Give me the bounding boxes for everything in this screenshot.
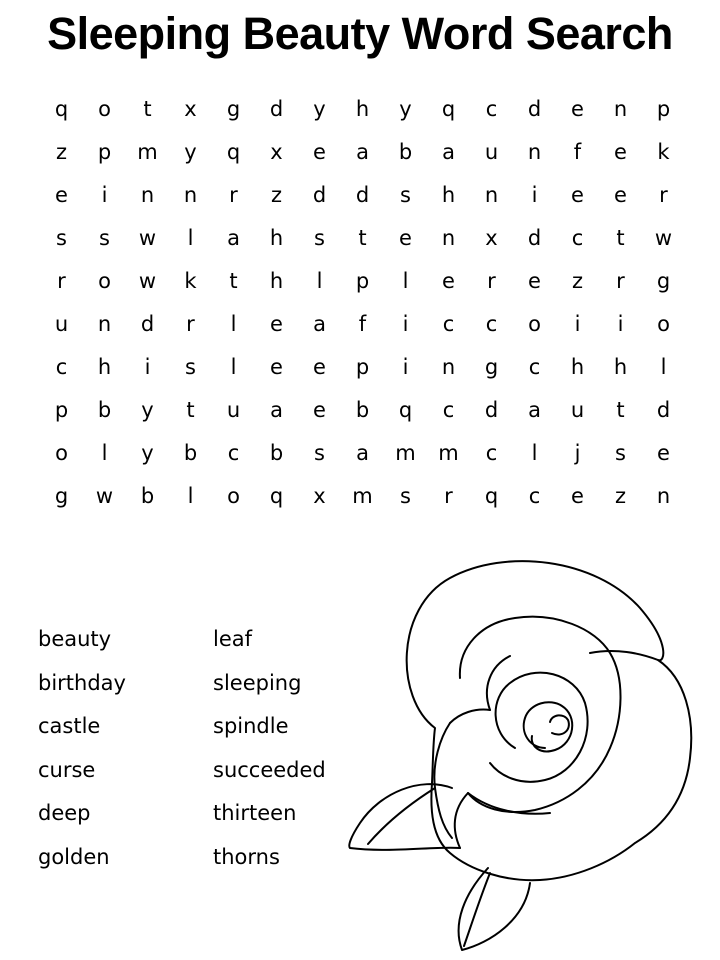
grid-letter: l <box>101 441 108 465</box>
grid-letter: z <box>55 140 68 164</box>
word-list-item: sleeping <box>213 670 302 695</box>
word-list-item: spindle <box>213 714 289 738</box>
grid-letter: r <box>444 484 453 508</box>
grid-letter: h <box>570 355 585 379</box>
grid-letter: i <box>574 312 581 336</box>
grid-letter: n <box>441 355 456 379</box>
grid-letter: p <box>54 398 69 422</box>
grid-letter: h <box>269 226 284 250</box>
grid-letter: h <box>613 355 628 379</box>
grid-letter: j <box>574 441 581 465</box>
grid-letter: i <box>617 312 624 336</box>
grid-letter: e <box>270 355 283 379</box>
grid-letter: m <box>438 441 459 465</box>
grid-letter: u <box>484 140 499 164</box>
grid-letter: m <box>395 441 416 465</box>
grid-letter: a <box>227 226 240 250</box>
grid-letter: c <box>528 355 541 379</box>
grid-letter: z <box>270 183 283 207</box>
word-list-item: curse <box>38 757 96 782</box>
grid-letter: r <box>616 269 625 293</box>
grid-letter: l <box>187 226 194 250</box>
grid-letter: o <box>227 484 240 508</box>
grid-letter: e <box>313 398 326 422</box>
grid-letter: q <box>441 97 456 121</box>
grid-letter: n <box>140 183 155 207</box>
grid-letter: y <box>141 441 154 465</box>
grid-letter: p <box>97 140 112 164</box>
grid-letter: l <box>402 269 409 293</box>
grid-letter: c <box>485 312 498 336</box>
word-list-item: golden <box>38 844 110 869</box>
grid-letter: x <box>313 484 326 508</box>
grid-letter: p <box>656 97 671 121</box>
grid-letter: n <box>484 183 499 207</box>
grid-letter: e <box>270 312 283 336</box>
grid-letter: a <box>270 398 283 422</box>
word-list-item: castle <box>38 714 101 738</box>
grid-letter: g <box>226 97 241 121</box>
word-list-item: thirteen <box>213 801 297 825</box>
grid-letter: d <box>140 312 155 336</box>
grid-letter: n <box>656 484 671 508</box>
grid-letter: l <box>531 441 538 465</box>
grid-letter: d <box>656 398 671 422</box>
grid-letter: x <box>270 140 283 164</box>
grid-letter: b <box>140 484 155 508</box>
grid-letter: e <box>442 269 455 293</box>
grid-letter: o <box>98 269 111 293</box>
grid-letter: a <box>313 312 326 336</box>
grid-letter: a <box>356 140 369 164</box>
grid-letter: b <box>398 140 413 164</box>
grid-letter: g <box>54 484 69 508</box>
grid-letter: o <box>98 97 111 121</box>
grid-letter: h <box>97 355 112 379</box>
grid-letter: u <box>54 312 69 336</box>
grid-letter: i <box>144 355 151 379</box>
word-list-item: deep <box>38 801 91 825</box>
grid-letter: l <box>316 269 323 293</box>
grid-letter: y <box>141 398 154 422</box>
grid-letter: z <box>571 269 584 293</box>
grid-letter: e <box>399 226 412 250</box>
grid-letter: z <box>614 484 627 508</box>
grid-letter: i <box>531 183 538 207</box>
grid-letter: c <box>442 398 455 422</box>
grid-letter: g <box>656 269 671 293</box>
letter-grid <box>40 88 685 518</box>
grid-letter: r <box>487 269 496 293</box>
grid-letter: w <box>95 484 114 508</box>
word-list-item: birthday <box>38 670 126 695</box>
grid-letter: t <box>143 97 152 121</box>
grid-letter: q <box>269 484 284 508</box>
word-list-item: thorns <box>213 844 280 869</box>
grid-letter: l <box>230 312 237 336</box>
grid-letter: e <box>571 97 584 121</box>
grid-letter: n <box>97 312 112 336</box>
grid-letter: n <box>183 183 198 207</box>
grid-letter: n <box>527 140 542 164</box>
grid-letter: r <box>659 183 668 207</box>
grid-letter: u <box>570 398 585 422</box>
grid-letter: l <box>187 484 194 508</box>
word-list-item: beauty <box>38 627 112 651</box>
grid-letter: i <box>402 312 409 336</box>
grid-letter: c <box>55 355 68 379</box>
grid-letter: i <box>402 355 409 379</box>
grid-letter: c <box>528 484 541 508</box>
grid-letter: w <box>138 226 157 250</box>
grid-letter: r <box>186 312 195 336</box>
grid-letter: e <box>313 140 326 164</box>
grid-letter: o <box>55 441 68 465</box>
grid-letter: s <box>615 441 626 465</box>
grid-letter: d <box>484 398 499 422</box>
grid-letter: u <box>226 398 241 422</box>
grid-letter: r <box>57 269 66 293</box>
grid-letter: d <box>312 183 327 207</box>
grid-letter: e <box>528 269 541 293</box>
grid-letter: t <box>616 398 625 422</box>
rose-icon <box>340 548 700 958</box>
word-list-item: leaf <box>213 627 253 651</box>
grid-letter: a <box>442 140 455 164</box>
grid-letter: s <box>314 226 325 250</box>
grid-letter: b <box>269 441 284 465</box>
grid-letter: c <box>442 312 455 336</box>
grid-letter: m <box>137 140 158 164</box>
grid-letter: p <box>355 355 370 379</box>
grid-letter: o <box>528 312 541 336</box>
grid-letter: e <box>614 140 627 164</box>
grid-letter: y <box>399 97 412 121</box>
grid-letter: s <box>56 226 67 250</box>
grid-letter: t <box>229 269 238 293</box>
grid-letter: h <box>269 269 284 293</box>
grid-letter: f <box>573 140 582 164</box>
grid-letter: s <box>99 226 110 250</box>
word-list <box>38 618 388 879</box>
grid-letter: s <box>185 355 196 379</box>
grid-letter: d <box>269 97 284 121</box>
grid-letter: p <box>355 269 370 293</box>
grid-letter: c <box>485 441 498 465</box>
grid-letter: e <box>571 484 584 508</box>
grid-letter: n <box>441 226 456 250</box>
grid-letter: e <box>55 183 68 207</box>
grid-letter: b <box>183 441 198 465</box>
grid-letter: e <box>571 183 584 207</box>
grid-letter: h <box>355 97 370 121</box>
grid-letter: f <box>358 312 367 336</box>
grid-letter: k <box>184 269 197 293</box>
grid-letter: b <box>97 398 112 422</box>
grid-letter: q <box>226 140 241 164</box>
grid-letter: w <box>138 269 157 293</box>
grid-letter: c <box>571 226 584 250</box>
grid-letter: e <box>657 441 670 465</box>
grid-letter: g <box>484 355 499 379</box>
grid-letter: k <box>657 140 670 164</box>
grid-letter: t <box>186 398 195 422</box>
grid-letter: y <box>313 97 326 121</box>
grid-letter: x <box>485 226 498 250</box>
grid-letter: y <box>184 140 197 164</box>
grid-letter: e <box>614 183 627 207</box>
grid-letter: s <box>314 441 325 465</box>
grid-letter: d <box>527 226 542 250</box>
grid-letter: c <box>227 441 240 465</box>
grid-letter: o <box>657 312 670 336</box>
word-list-item: succeeded <box>213 757 326 782</box>
grid-letter: q <box>398 398 413 422</box>
grid-letter: s <box>400 484 411 508</box>
grid-letter: d <box>527 97 542 121</box>
grid-letter: l <box>230 355 237 379</box>
page-title: Sleeping Beauty Word Search <box>47 8 673 59</box>
grid-letter: m <box>352 484 373 508</box>
grid-letter: a <box>356 441 369 465</box>
grid-letter: i <box>101 183 108 207</box>
grid-letter: q <box>484 484 499 508</box>
grid-letter: a <box>528 398 541 422</box>
grid-letter: d <box>355 183 370 207</box>
grid-letter: l <box>660 355 667 379</box>
grid-letter: c <box>485 97 498 121</box>
grid-letter: t <box>358 226 367 250</box>
grid-letter: q <box>54 97 69 121</box>
grid-letter: t <box>616 226 625 250</box>
grid-letter: n <box>613 97 628 121</box>
grid-letter: e <box>313 355 326 379</box>
grid-letter: w <box>654 226 673 250</box>
grid-letter: s <box>400 183 411 207</box>
grid-letter: h <box>441 183 456 207</box>
grid-letter: r <box>229 183 238 207</box>
grid-letter: x <box>184 97 197 121</box>
grid-letter: b <box>355 398 370 422</box>
